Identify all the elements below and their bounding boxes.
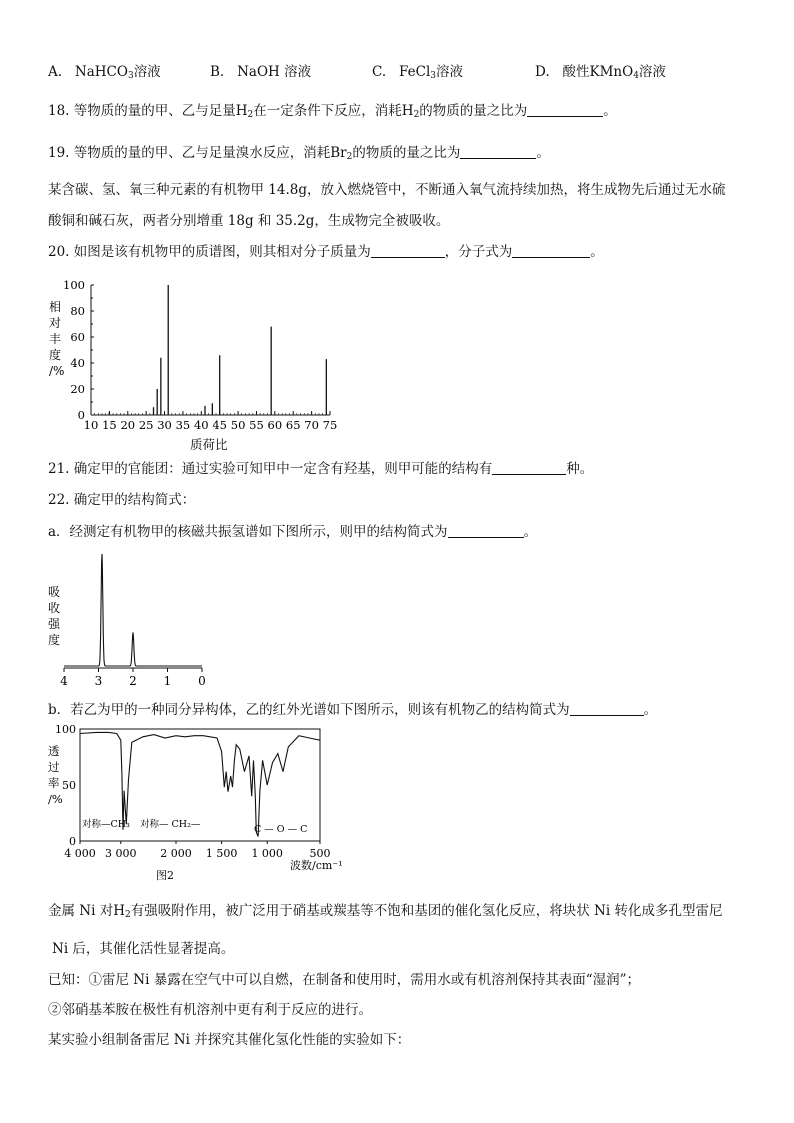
- ni-line1-a: 金属 Ni 对: [48, 903, 114, 919]
- ms-xtick-label: 35: [175, 418, 191, 432]
- nmr-xtick-label: 0: [198, 674, 206, 688]
- ni-line1-b: 有强吸附作用，被广泛用于硝基或羰基等不饱和基团的催化氢化反应，将块状 Ni 转化成多孔型雷尼: [130, 903, 723, 919]
- ir-spectrum-chart: [44, 725, 344, 890]
- option-b: [210, 60, 311, 80]
- ir-annotation-ch2: 对称— CH₂—: [140, 819, 201, 830]
- q20-mid: ，分子式为: [444, 244, 513, 260]
- ms-xlabel: 质荷比: [190, 437, 228, 452]
- nmr-xticks: [60, 668, 206, 688]
- ir-ylabel-char: 透: [48, 744, 60, 758]
- q19-end: 。: [536, 145, 550, 161]
- q18-end: 。: [603, 103, 617, 119]
- question-22b: [48, 700, 657, 720]
- q19-br-sub: 2: [346, 152, 353, 162]
- ir-xtick-label: 4 000: [64, 847, 96, 860]
- ms-xtick-label: 50: [230, 418, 246, 432]
- ms-xtick-label: 20: [120, 418, 136, 432]
- ms-bars: [109, 285, 326, 415]
- q21-end: 种。: [566, 461, 594, 477]
- ir-xtick-label: 1 500: [205, 847, 238, 860]
- question-22a: [48, 522, 537, 542]
- intro-line-2: 酸铜和碱石灰，两者分别增重 18g 和 35.2g，生成物完全被吸收。: [48, 213, 450, 229]
- ms-ylabel-char: /%: [49, 364, 65, 378]
- ms-xtick-label: 65: [285, 418, 301, 432]
- qa-end: 。: [523, 524, 538, 540]
- ir-xticks: [64, 841, 330, 860]
- ir-annotation-ch3: 对称—CH₃: [82, 819, 130, 830]
- q18-h2b-sub: 2: [413, 110, 420, 120]
- option-d-prefix: 酸性: [562, 64, 590, 80]
- ms-ytick-label: 80: [70, 304, 85, 318]
- ir-xtick-label: 2 000: [160, 847, 192, 860]
- question-21: [48, 459, 593, 479]
- ms-xtick-label: 45: [212, 418, 228, 432]
- ir-ytick-label: 0: [69, 835, 76, 848]
- nmr-xtick-label: 1: [163, 674, 172, 688]
- nmr-ylabel: [48, 585, 61, 647]
- intro-line-1: 某含碳、氢、氧三种元素的有机物甲 14.8g，放入燃烧管中，不断通入氧气流持续加热，将生成物先后通过无水硫: [48, 182, 726, 198]
- option-a-letter: A.: [48, 64, 63, 80]
- ir-xtick-label: 500: [309, 847, 331, 860]
- nmr-ylabel-char: 强: [48, 617, 61, 631]
- option-b-suffix: 溶液: [284, 64, 312, 80]
- q19-prefix: 19. 等物质的量的甲、乙与足量溴水反应，消耗: [48, 145, 331, 161]
- ms-ytick-label: 100: [63, 278, 85, 292]
- ms-ylabel: [49, 299, 64, 378]
- q18-prefix: 18. 等物质的量的甲、乙与足量: [48, 103, 236, 119]
- answer-blank-20b[interactable]: [512, 243, 590, 258]
- ni-line-4: ②邻硝基苯胺在极性有机溶剂中更有利于反应的进行。: [48, 1002, 372, 1018]
- ms-ylabel-char: 相: [49, 300, 62, 314]
- ms-xticks: [84, 411, 338, 432]
- ir-ylabel-char: 过: [48, 760, 60, 774]
- nmr-spectrum-line: [64, 554, 202, 666]
- ir-xtick-label: 1 000: [251, 847, 283, 860]
- ms-ytick-label: 20: [70, 382, 85, 396]
- qb-end: 。: [643, 702, 658, 718]
- ms-xtick-label: 15: [102, 418, 117, 432]
- ms-xtick-label: 55: [249, 418, 264, 432]
- ms-ylabel-char: 丰: [49, 332, 62, 346]
- option-a-formula: NaHCO: [74, 64, 128, 80]
- ir-ylabel-char: 率: [48, 776, 60, 790]
- option-b-letter: B.: [210, 64, 225, 80]
- q18-mid: 在一定条件下反应，消耗: [253, 103, 402, 119]
- question-19: [48, 143, 550, 163]
- ir-ylabel-char: /%: [48, 792, 63, 806]
- ms-yticks: [63, 278, 94, 422]
- ni-line-5: 某实验小组制备雷尼 Ni 并探究其催化氢化性能的实验如下：: [48, 1032, 411, 1048]
- ir-annotation-coc: C — O — C: [254, 824, 308, 835]
- q20-prefix: 20. 如图是该有机物甲的质谱图，则其相对分子质量为: [48, 244, 371, 260]
- ir-ytick-label: 50: [62, 779, 76, 792]
- ir-ytick-label: 100: [55, 725, 76, 736]
- option-a-suffix: 溶液: [133, 64, 161, 80]
- qb-prefix: b．若乙为甲的一种同分异构体，乙的红外光谱如下图所示，则该有机物乙的结构简式为: [48, 702, 570, 718]
- option-a: [48, 60, 161, 80]
- ms-ytick-label: 60: [70, 330, 85, 344]
- q18-h2b: H: [401, 103, 414, 119]
- answer-blank-21[interactable]: [492, 460, 566, 475]
- q19-br: Br: [330, 145, 347, 161]
- option-d: [535, 60, 666, 80]
- ms-xtick-label: 70: [304, 418, 319, 432]
- answer-blank-18[interactable]: [527, 102, 603, 117]
- nmr-xtick-label: 3: [94, 674, 103, 688]
- ir-xunit: 波数/cm⁻¹: [290, 859, 343, 872]
- option-d-formula: KMnO: [589, 64, 634, 80]
- option-c-letter: C.: [372, 64, 387, 80]
- option-c-suffix: 溶液: [436, 64, 464, 80]
- ir-caption: 图2: [156, 869, 174, 882]
- answer-blank-22b[interactable]: [570, 701, 644, 716]
- answer-blank-22a[interactable]: [448, 523, 524, 538]
- q18-h2-sub: 2: [247, 110, 254, 120]
- ni-line-3: 已知：①雷尼 Ni 暴露在空气中可以自燃，在制备和使用时，需用水或有机溶剂保持其表面“湿润”；: [48, 972, 641, 988]
- ni-line-2: Ni 后，其催化活性显著提高。: [52, 941, 235, 957]
- option-b-formula: NaOH: [237, 64, 280, 80]
- option-c-formula: FeCl: [399, 64, 431, 80]
- ms-ylabel-char: 度: [49, 348, 62, 362]
- ms-ylabel-char: 对: [49, 316, 62, 330]
- question-20: [48, 242, 604, 262]
- ms-xtick-label: 60: [267, 418, 283, 432]
- ms-xtick-label: 75: [322, 418, 338, 432]
- ms-xtick-label: 25: [138, 418, 154, 432]
- ni-line-1: [48, 901, 722, 921]
- nmr-ylabel-char: 度: [48, 633, 61, 647]
- q19-suffix: 的物质的量之比为: [352, 145, 461, 161]
- question-18: [48, 101, 617, 121]
- q21-prefix: 21. 确定甲的官能团：通过实验可知甲中一定含有羟基，则甲可能的结构有: [48, 461, 493, 477]
- option-a-subscript: 3: [127, 71, 134, 81]
- option-d-subscript: 4: [633, 71, 639, 81]
- ni-h2-sub: 2: [125, 910, 131, 920]
- ms-ytick-label: 40: [70, 356, 85, 370]
- ni-h2: H: [113, 903, 125, 919]
- answer-blank-19[interactable]: [460, 144, 536, 159]
- ir-xtick-label: 3 000: [105, 847, 137, 860]
- nmr-ylabel-char: 吸: [48, 585, 61, 599]
- nmr-xtick-label: 4: [60, 674, 68, 688]
- question-22: 22. 确定甲的结构简式：: [48, 492, 196, 508]
- ms-xtick-label: 10: [83, 418, 99, 432]
- option-d-letter: D.: [535, 64, 550, 80]
- option-d-suffix: 溶液: [638, 64, 666, 80]
- ms-xtick-label: 40: [193, 418, 209, 432]
- option-c-subscript: 3: [430, 71, 437, 81]
- answer-blank-20a[interactable]: [371, 243, 445, 258]
- q18-h2: H: [235, 103, 248, 119]
- q20-end: 。: [590, 244, 604, 260]
- ms-ytick-label: 0: [77, 408, 85, 422]
- mass-spectrum-chart: [44, 275, 344, 455]
- q18-suffix: 的物质的量之比为: [419, 103, 528, 119]
- ir-ylabel: [48, 744, 63, 806]
- nmr-chart: [44, 548, 214, 688]
- qa-prefix: a．经测定有机物甲的核磁共振氢谱如下图所示，则甲的结构简式为: [48, 524, 448, 540]
- option-c: [372, 60, 463, 80]
- nmr-ylabel-char: 收: [48, 601, 61, 615]
- nmr-xtick-label: 2: [129, 674, 137, 688]
- ms-xtick-label: 30: [157, 418, 172, 432]
